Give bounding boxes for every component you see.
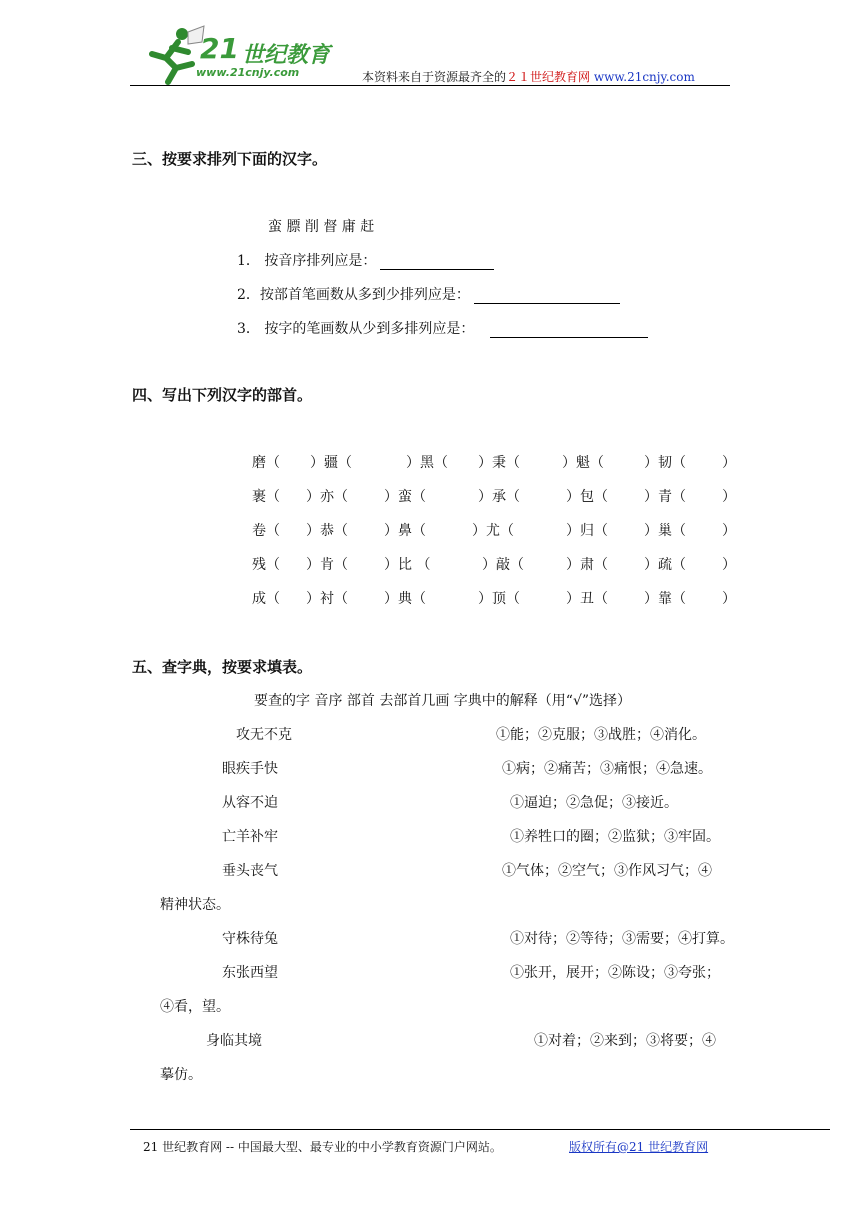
radical-row [252,554,742,588]
idiom: 眼疾手快 [222,761,278,777]
radical-cell[interactable]: 残（ [252,557,280,573]
radical-cell[interactable]: ）承（ [478,489,520,505]
logo-number: 21 [200,32,239,65]
q2-text: 2．按部首笔画数从多到少排列应是： [237,287,470,303]
radical-row [252,452,742,486]
radical-cell[interactable]: ）比 （ [384,557,431,573]
radical-cell[interactable]: 成（ [252,591,280,607]
section5-heading: 五、查字典，按要求填表。 [132,658,313,676]
section3-chars: 蛮 膘 削 督 庸 赶 [268,219,375,235]
footer-rule [130,1129,830,1130]
radical-cell[interactable]: ）疏（ [644,557,686,573]
logo-url: www.21cnjy.com [196,66,300,79]
radical-row [252,588,742,622]
radical-cell: ） [722,557,736,573]
radical-cell[interactable]: ）敲（ [482,557,524,573]
q1-text: 1． 按音序排列应是： [237,253,377,269]
idiom-options-continued: ④看，望。 [160,999,230,1015]
radical-cell[interactable]: ）魁（ [562,455,604,471]
radical-cell[interactable]: ）黑（ [406,455,448,471]
radical-cell: ） [722,455,736,471]
q3-answer-blank[interactable] [490,323,648,338]
idiom-options: ①病；②痛苦；③痛恨；④急速。 [502,761,712,777]
section3-q3 [237,318,648,338]
radical-cell[interactable]: ）肯（ [306,557,348,573]
idiom: 身临其境 [206,1033,262,1049]
idiom: 亡羊补牢 [222,829,278,845]
radical-cell[interactable]: ）恭（ [306,523,348,539]
radical-cell[interactable]: 裹（ [252,489,280,505]
radical-cell[interactable]: ）丑（ [566,591,608,607]
idiom-options: ①气体；②空气；③作风习气；④ [502,863,712,879]
idiom: 攻无不克 [236,727,292,743]
radical-cell[interactable]: ）亦（ [306,489,348,505]
radical-cell[interactable]: ）归（ [566,523,608,539]
footer-copyright-link[interactable]: 版权所有@21 世纪教育网 [569,1140,709,1154]
radical-cell[interactable]: ）典（ [384,591,426,607]
tagline-site-link[interactable]: ２１世纪教育网 [506,70,591,84]
idiom-options: ①对着；②来到；③将要；④ [534,1033,716,1049]
radical-row [252,520,742,554]
idiom-options: ①对待；②等待；③需要；④打算。 [510,931,734,947]
idiom: 守株待兔 [222,931,278,947]
idiom: 东张西望 [222,965,278,981]
idiom-options: ①能；②克服；③战胜；④消化。 [496,727,706,743]
radical-cell: ） [722,489,736,505]
q2-answer-blank[interactable] [474,289,620,304]
radical-grid [252,452,742,622]
radical-cell[interactable]: ）疆（ [310,455,352,471]
radical-cell[interactable]: ）蛮（ [384,489,426,505]
header-rule [130,85,730,86]
radical-cell: ） [722,591,736,607]
radical-cell[interactable]: ）巢（ [644,523,686,539]
section3-heading: 三、按要求排列下面的汉字。 [132,150,328,168]
radical-cell[interactable]: ）秉（ [478,455,520,471]
q1-answer-blank[interactable] [380,255,494,270]
idiom: 从容不迫 [222,795,278,811]
idiom: 垂头丧气 [222,863,278,879]
tagline-url-link[interactable]: www.21cnjy.com [593,70,695,84]
site-logo[interactable] [138,24,338,86]
radical-cell[interactable]: ）肃（ [566,557,608,573]
radical-cell[interactable]: ）鼻（ [384,523,426,539]
idiom-options-continued: 摹仿。 [160,1067,202,1083]
radical-cell[interactable]: 卷（ [252,523,280,539]
idiom-options: ①张开，展开；②陈设；③夸张； [510,965,720,981]
radical-cell[interactable]: ）顶（ [478,591,520,607]
logo-title: 世纪教育 [242,43,331,68]
radical-cell[interactable]: ）尤（ [472,523,514,539]
header-tagline [362,68,695,85]
radical-cell[interactable]: ）靠（ [644,591,686,607]
section3-q1 [237,250,494,270]
section4-heading: 四、写出下列汉字的部首。 [132,386,313,404]
radical-cell[interactable]: ）衬（ [306,591,348,607]
radical-cell[interactable]: 磨（ [252,455,280,471]
table-header: 要查的字 音序 部首 去部首几画 字典中的解释（用“√”选择） [254,693,632,709]
radical-cell: ） [722,523,736,539]
idiom-options-continued: 精神状态。 [160,897,230,913]
tagline-prefix: 本资料来自于资源最齐全的 [362,70,507,84]
section3-q2 [237,284,620,304]
q3-text: 3． 按字的笔画数从少到多排列应是： [237,321,475,337]
radical-cell[interactable]: ）青（ [644,489,686,505]
footer-text: 21 世纪教育网 -- 中国最大型、最专业的中小学教育资源门户网站。 [143,1140,502,1154]
radical-cell[interactable]: ）包（ [566,489,608,505]
idiom-options: ①养牲口的圈；②监狱；③牢固。 [510,829,720,845]
idiom-options: ①逼迫；②急促；③接近。 [510,795,678,811]
radical-row [252,486,742,520]
radical-cell[interactable]: ）韧（ [644,455,686,471]
